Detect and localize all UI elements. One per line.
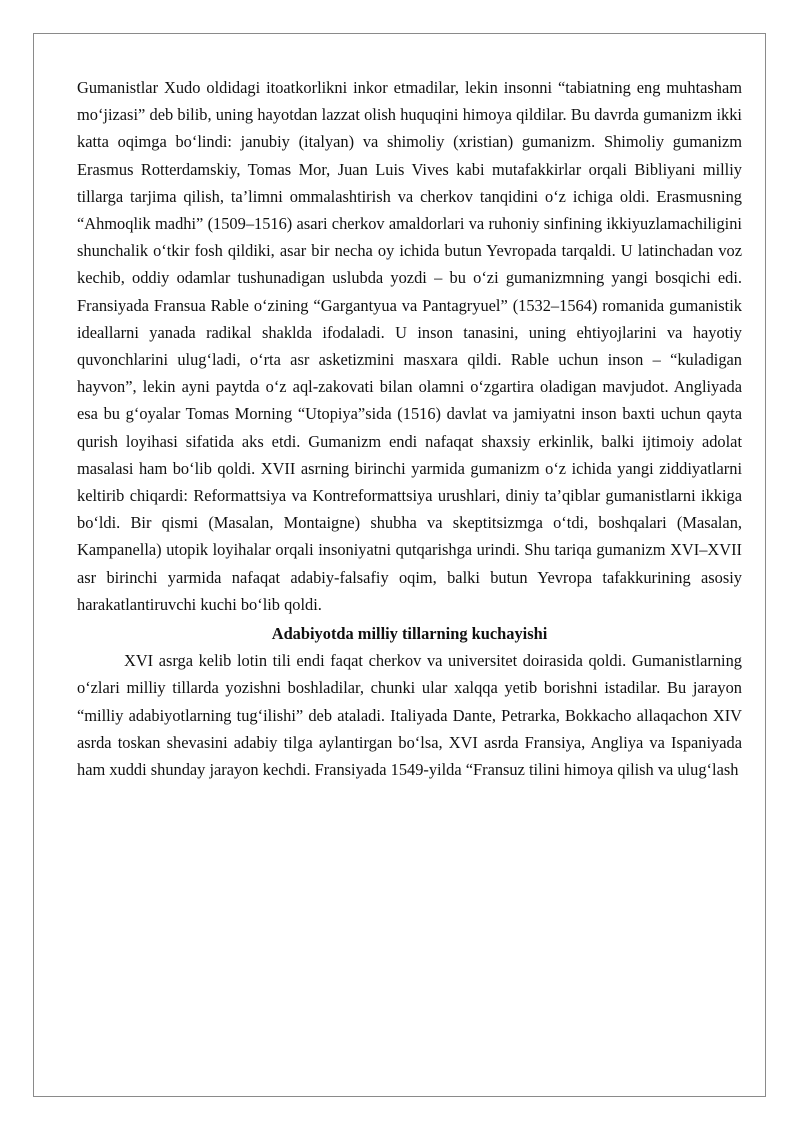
document-body: [77, 74, 742, 783]
section-heading: Adabiyotda milliy tillarning kuchayishi: [271, 624, 548, 644]
body-paragraph: Gumanistlar Xudo oldidagi itoatkorlikni inkor etmadilar, lekin insonni “tabiatning eng muhtasham mo‘jizasi” deb bilib, uning hayotdan lazzat olish huquqini himoya qildilar. Bu davrda gumanizm ikki katta oqimga bo‘lindi: janubiy (italyan) va shimoliy (xristian) gumanizm. Shimoliy gumanizm Erasmus Rotterdamskiy, Tomas Mor, Juan Luis Vives kabi mutafakkirlar orqali Bibliyani milliy tillarga tarjima qilish, ta’limni ommalashtirish va cherkov tanqidini o‘z ichiga oldi. Erasmusning “Ahmoqlik madhi” (1509–1516) asari cherkov amaldorlari va ruhoniy sinfining ikkiyuzlamachiligini shunchalik o‘tkir fosh qildiki, asar bir necha oy ichida butun Yevropada tarqaldi. U latinchadan voz kechib, oddiy odamlar tushunadigan uslubda yozdi – bu o‘zi gumanizmning yangi bosqichi edi. Fransiyada Fransua Rable o‘zining “Gargantyua va Pantagryuel” (1532–1564) romanida gumanistik ideallarni yanada radikal shaklda ifodaladi. U inson tanasini, uning ehtiyojlarini va hayotiy quvonchlarini ulug‘ladi, o‘rta asr asketizmini masxara qildi. Rable uchun inson – “kuladigan hayvon”, lekin ayni paytda o‘z aql-zakovati bilan olamni o‘zgartira oladigan mavjudot. Angliyada esa bu g‘oyalar Tomas Morning “Utopiya”sida (1516) davlat va jamiyatni inson baxti uchun qayta qurish loyihasi sifatida aks etdi. Gumanizm endi nafaqat shaxsiy erkinlik, balki ijtimoiy adolat masalasi ham bo‘lib qoldi. XVII asrning birinchi yarmida gumanizm o‘z ichida yangi ziddiyatlarni keltirib chiqardi: Reformattsiya va Kontreformattsiya urushlari, diniy ta’qiblar gumanistlarni ikkiga bo‘ldi. Bir qismi (Masalan, Montaigne) shubha va skeptitsizmga o‘tdi, boshqalari (Masalan, Kampanella) utopik loyihalar orqali insoniyatni qutqarishga urindi. Shu tariqa gumanizm XVI–XVII asr birinchi yarmida nafaqat adabiy-falsafiy oqim, balki butun Yevropa tafakkurining asosiy harakatlantiruvchi kuchi bo‘lib qoldi.: [77, 78, 742, 614]
body-paragraph: XVI asrga kelib lotin tili endi faqat cherkov va universitet doirasida qoldi. Gumanistlarning o‘zlari milliy tillarda yozishni boshladilar, chunki ular xalqqa yetib borishni istadilar. Bu jarayon “milliy adabiyotlarning tug‘ilishi” deb ataladi. Italiyada Dante, Petrarka, Bokkacho allaqachon XIV asrda toskan shevasini adabiy tilga aylantirgan bo‘lsa, XVI asrda Fransiya, Angliya va Ispaniyada ham xuddi shunday jarayon kechdi. Fransiyada 1549-yilda “Fransuz tilini himoya qilish va ulug‘lash: [77, 651, 742, 780]
